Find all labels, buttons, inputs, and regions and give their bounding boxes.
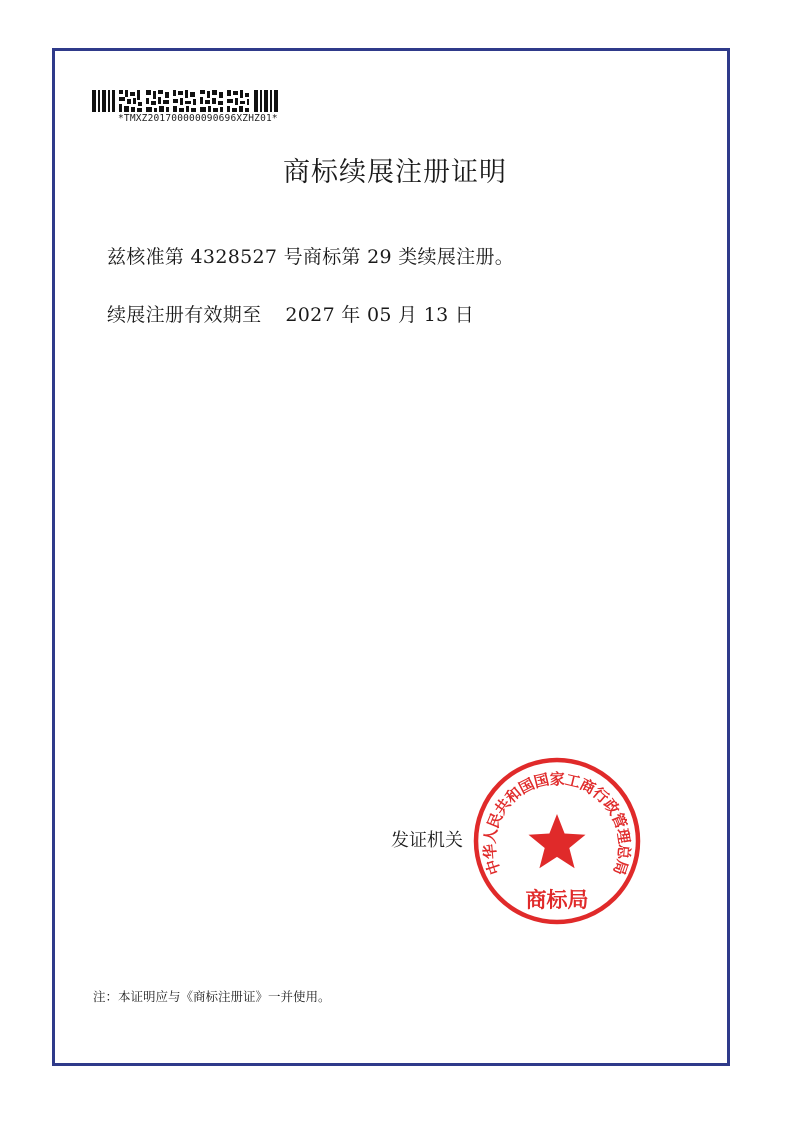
seal-center-text: 商标局 xyxy=(525,888,589,912)
official-seal-icon xyxy=(472,756,642,926)
usage-note: 注：本证明应与《商标注册证》一并使用。 xyxy=(93,989,331,1004)
validity-line xyxy=(107,300,474,327)
approval-statement: 兹核准第 4328527 号商标第 29 类续展注册。 xyxy=(107,246,515,268)
barcode-number: *TMXZ201700000090696XZHZ01* xyxy=(118,113,278,124)
barcode-icon xyxy=(92,90,282,112)
document-title: 商标续展注册证明 xyxy=(283,157,507,188)
validity-date: 2027 年 05 月 13 日 xyxy=(285,304,475,326)
seal-ring-text: 中华人民共和国国家工商行政管理总局 xyxy=(480,770,634,877)
validity-label: 续展注册有效期至 xyxy=(107,304,262,326)
issuing-authority-label: 发证机关 xyxy=(391,830,463,851)
